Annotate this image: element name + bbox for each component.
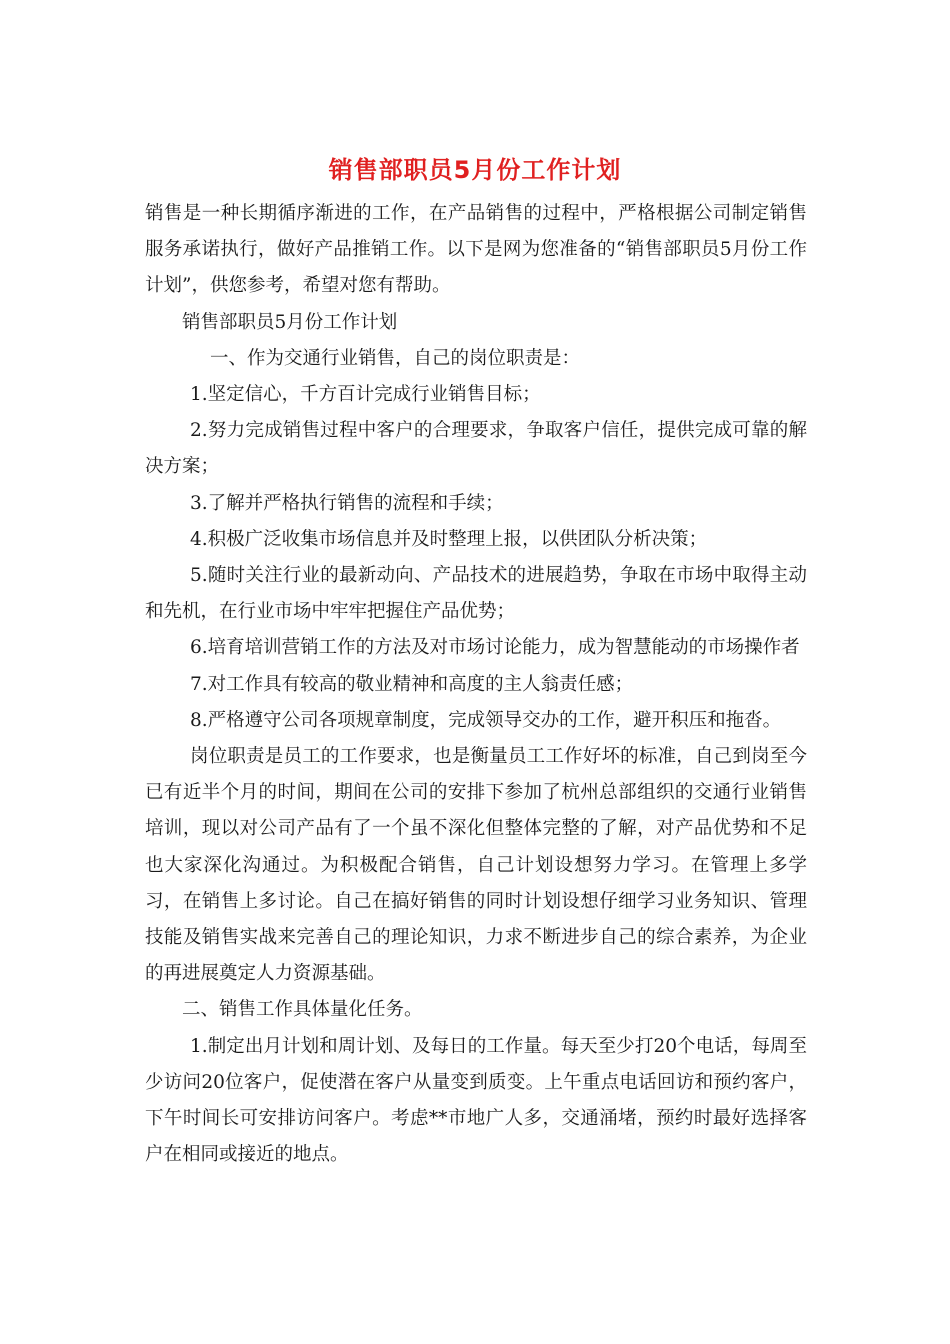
list-item: 2.努力完成销售过程中客户的合理要求，争取客户信任，提供完成可靠的解决方案； [145, 420, 807, 478]
list-item: 8.严格遵守公司各项规章制度，完成领导交办的工作，避开积压和拖沓。 [190, 709, 782, 731]
subtitle-paragraph: 销售部职员5月份工作计划 [182, 311, 398, 333]
list-item: 1.坚定信心，千方百计完成行业销售目标； [190, 384, 541, 406]
list-item: 6.培育培训营销工作的方法及对市场讨论能力，成为智慧能动的市场操作者 [190, 637, 800, 659]
section-heading-2: 二、销售工作具体量化任务。 [182, 999, 423, 1021]
list-item: 7.对工作具有较高的敬业精神和高度的主人翁责任感； [190, 673, 634, 695]
document-title: 销售部职员5月份工作计划 [328, 156, 622, 184]
section-heading-1: 一、作为交通行业销售，自己的岗位职责是： [210, 347, 581, 369]
intro-paragraph: 销售是一种长期循序渐进的工作，在产品销售的过程中，严格根据公司制定销售服务承诺执行，做好产品推销工作。以下是网为您准备的“销售部职员5月份工作计划”，供您参考，希望对您有帮助。 [145, 203, 807, 297]
list-item: 1.制定出月计划和周计划、及每日的工作量。每天至少打20个电话，每周至少访问20位客户，促使潜在客户从量变到质变。上午重点电话回访和预约客户，下午时间长可安排访问客户。考虑**市地广人多，交通涌堵，预约时最好选择客户在相同或接近的地点。 [145, 1035, 807, 1166]
body-paragraph: 岗位职责是员工的工作要求，也是衡量员工工作好坏的标准，自己到岗至今已有近半个月的时间，期间在公司的安排下参加了杭州总部组织的交通行业销售培训，现以对公司产品有了一个虽不深化但整体完整的了解，对产品优势和不足也大家深化沟通过。为积极配合销售，自己计划设想努力学习。在管理上多学习，在销售上多讨论。自己在搞好销售的同时计划设想仔细学习业务知识、管理技能及销售实战来完善自己的理论知识，力求不断进步自己的综合素养，为企业的再进展奠定人力资源基础。 [145, 746, 807, 985]
list-item: 5.随时关注行业的最新动向、产品技术的进展趋势，争取在市场中取得主动和先机，在行业市场中牢牢把握住产品优势； [145, 565, 807, 623]
list-item: 4.积极广泛收集市场信息并及时整理上报，以供团队分析决策； [190, 528, 708, 550]
document-body [145, 196, 807, 1173]
list-item: 3.了解并严格执行销售的流程和手续； [190, 492, 504, 514]
